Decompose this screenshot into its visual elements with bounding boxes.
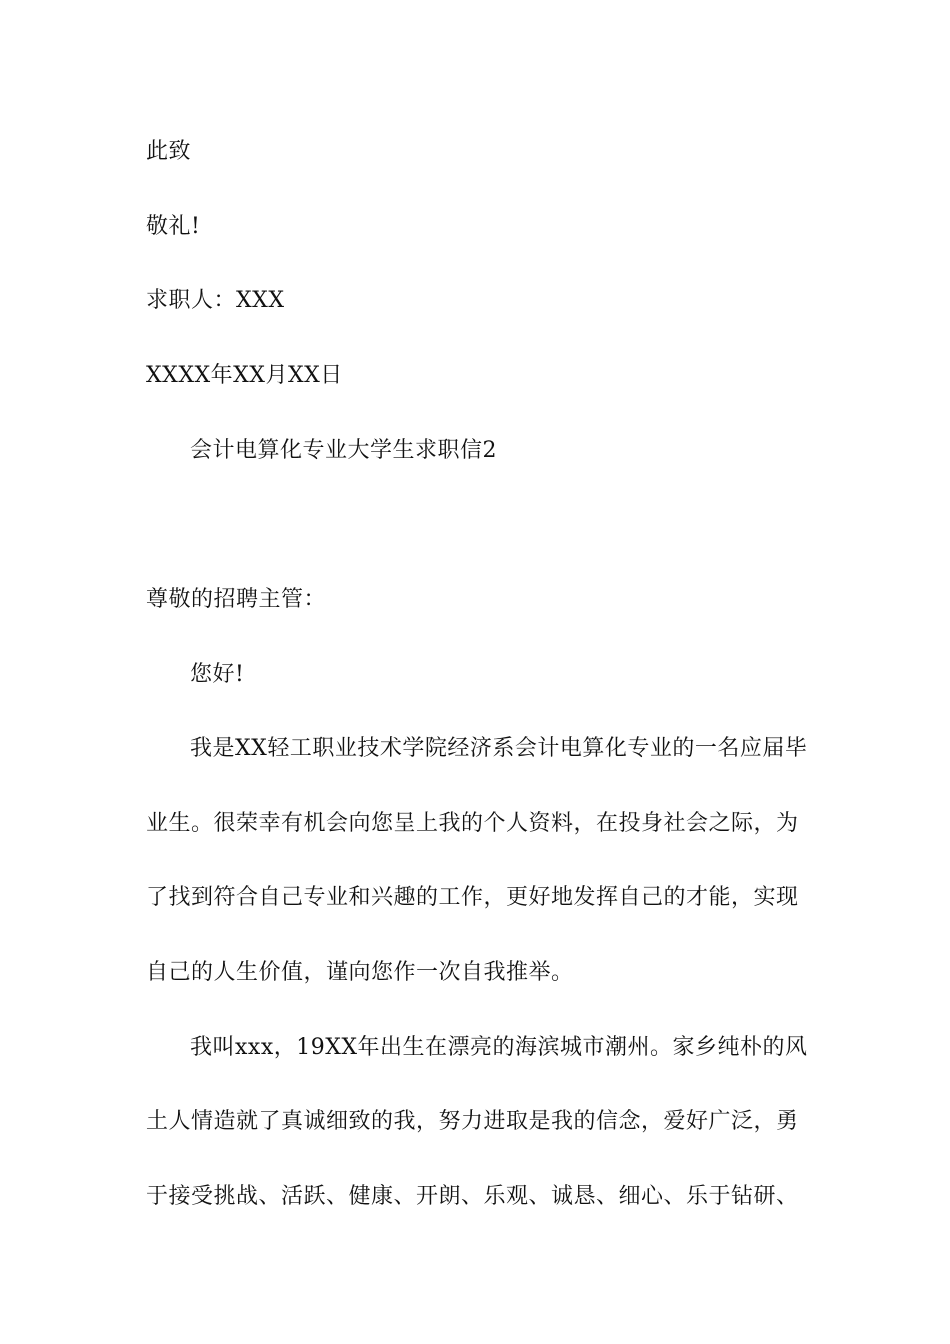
salutation: 尊敬的招聘主管：: [146, 587, 327, 612]
paragraph-1-line-1: 我是XX轻工职业技术学院经济系会计电算化专业的一名应届毕: [190, 736, 808, 761]
paragraph-1-line-4: 自己的人生价值，谨向您作一次自我推举。: [146, 960, 574, 985]
paragraph-2-line-1: 我叫xxx，19XX年出生在漂亮的海滨城市潮州。家乡纯朴的风: [190, 1035, 808, 1060]
date-line: XXXX年XX月XX日: [146, 363, 343, 388]
closing-line-1: 此致: [146, 139, 192, 164]
paragraph-1-line-2: 业生。很荣幸有机会向您呈上我的个人资料，在投身社会之际，为: [146, 811, 799, 836]
closing-line-2: 敬礼!: [146, 214, 201, 239]
paragraph-1-line-3: 了找到符合自己专业和兴趣的工作，更好地发挥自己的才能，实现: [146, 885, 799, 910]
paragraph-2-line-3: 于接受挑战、活跃、健康、开朗、乐观、诚恳、细心、乐于钻研、: [146, 1184, 799, 1209]
paragraph-2-line-2: 土人情造就了真诚细致的我，努力进取是我的信念，爱好广泛，勇: [146, 1109, 799, 1134]
greeting: 您好!: [190, 662, 245, 687]
letter-title: 会计电算化专业大学生求职信2: [190, 438, 497, 463]
signature-line: 求职人：XXX: [146, 288, 285, 313]
